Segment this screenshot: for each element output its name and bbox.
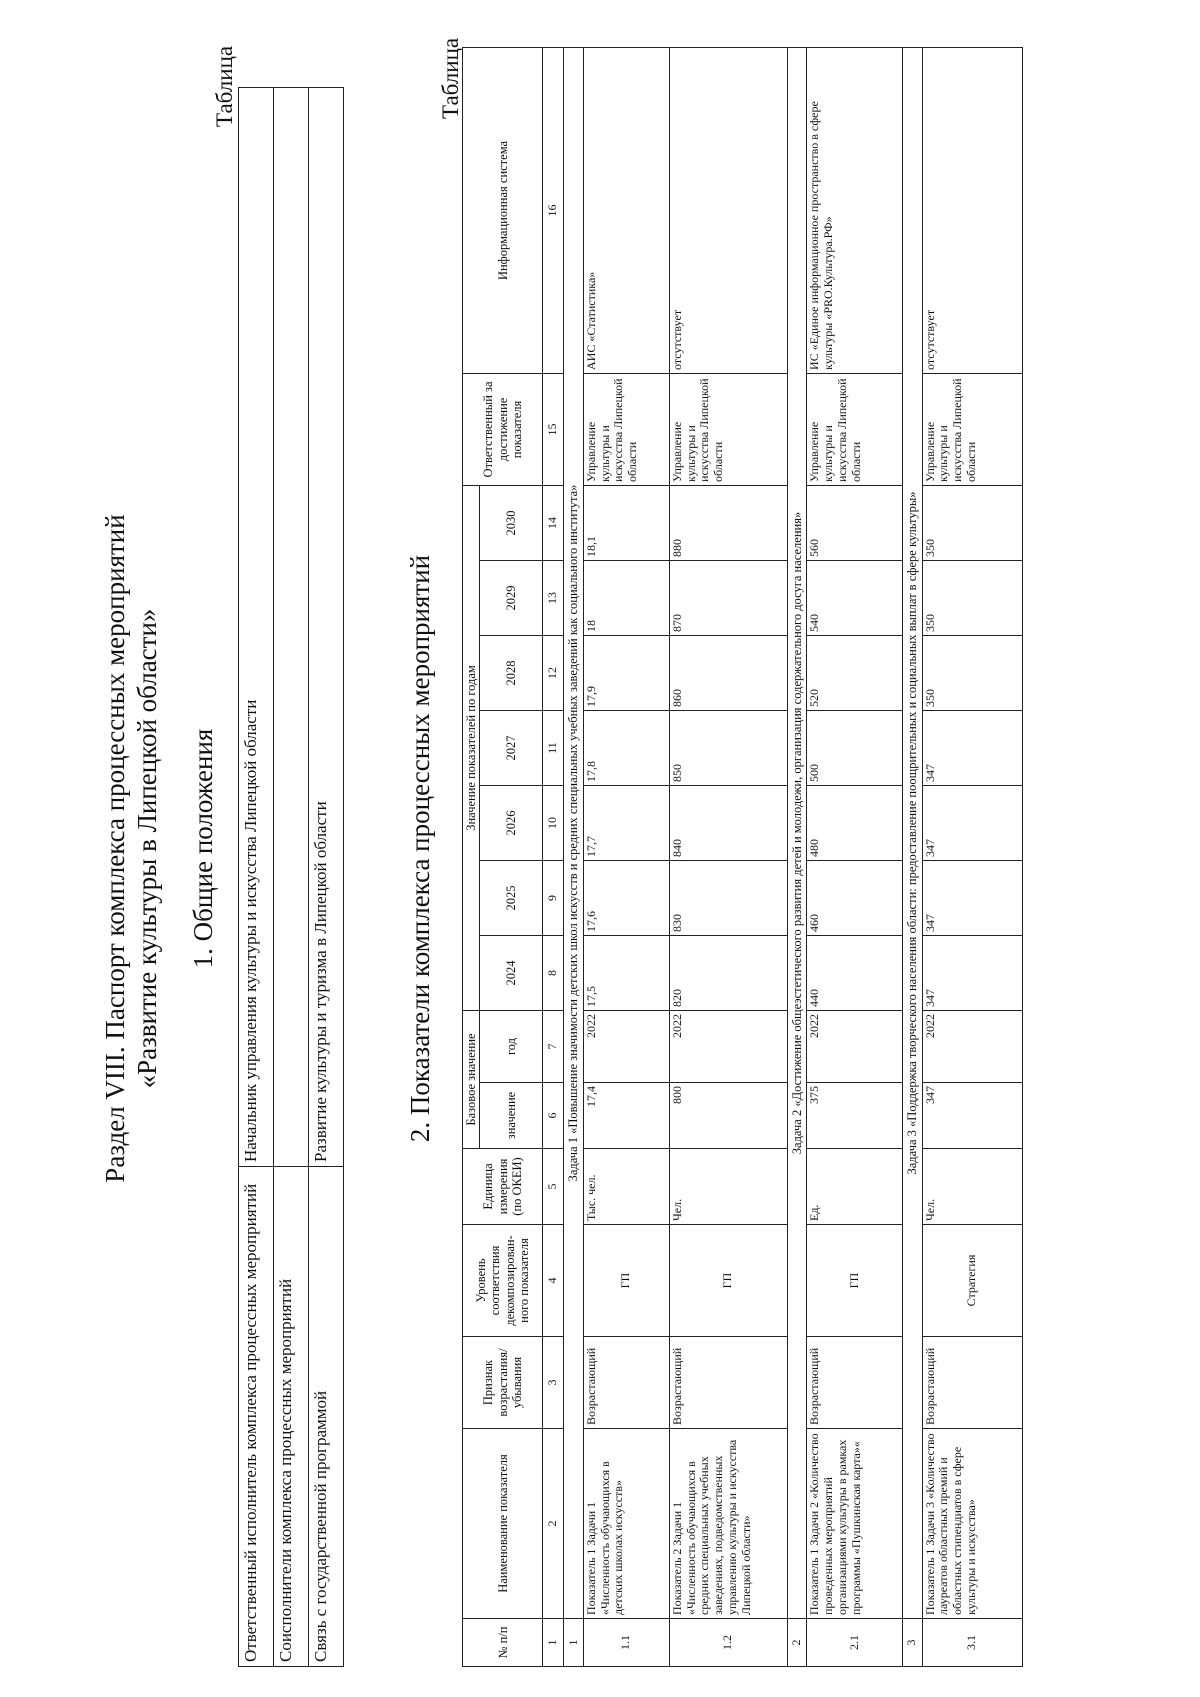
task-title: Задача 1 «Повышение значимости детских школ искусств и средних специальных учебных заведений как социального института» xyxy=(564,48,583,1619)
indicator-year-value: 850 xyxy=(669,710,787,785)
indicator-year-value: 440 xyxy=(807,935,903,1010)
indicator-year-value: 17,5 xyxy=(583,935,669,1010)
indicator-year-value: 480 xyxy=(807,785,903,860)
indicator-name: Показатель 2 Задачи 1 «Численность обучающихся в средних специальных учебных заведениях, подведомственных управлению культуры и искусства Липецкой области» xyxy=(669,1429,787,1619)
header-year: 2024 xyxy=(480,935,543,1010)
column-number: 2 xyxy=(543,1429,564,1619)
general-label: Связь с государственной программой xyxy=(309,1167,344,1667)
task-row xyxy=(787,48,806,1667)
indicator-row xyxy=(807,48,903,1667)
column-number: 6 xyxy=(543,1083,564,1149)
indicator-year-value: 560 xyxy=(807,485,903,560)
header-year: 2025 xyxy=(480,860,543,935)
indicator-year-value: 460 xyxy=(807,860,903,935)
indicator-year-value: 350 xyxy=(922,635,1022,710)
indicator-sign: Возрастающий xyxy=(583,1337,669,1429)
indicator-name: Показатель 1 Задачи 2 «Количество проведенных мероприятий организациями культуры в рамках программы «Пушкинская карта»« xyxy=(807,1429,903,1619)
indicator-year-value: 18 xyxy=(583,560,669,635)
header-year: 2030 xyxy=(480,485,543,560)
header-base-value: значение xyxy=(480,1083,543,1149)
indicator-responsible: Управление культуры и искусства Липецкой области xyxy=(583,373,669,485)
indicator-level: Стратегия xyxy=(922,1225,1022,1337)
indicator-year-value: 17,9 xyxy=(583,635,669,710)
indicator-sign: Возрастающий xyxy=(669,1337,787,1429)
column-number: 5 xyxy=(543,1149,564,1225)
general-row xyxy=(274,88,309,1667)
column-number: 11 xyxy=(543,710,564,785)
column-number: 10 xyxy=(543,785,564,860)
task-number: 2 xyxy=(787,1619,806,1667)
header-unit: Единица измерения (по ОКЕИ) xyxy=(463,1149,543,1225)
header-num: № п/п xyxy=(463,1619,543,1667)
header-year: 2029 xyxy=(480,560,543,635)
indicator-year-value: 870 xyxy=(669,560,787,635)
indicator-base-year: 2022 xyxy=(807,1010,903,1082)
header-info-system: Информационная система xyxy=(463,48,543,374)
indicator-base-value: 17,4 xyxy=(583,1083,669,1149)
column-number: 13 xyxy=(543,560,564,635)
indicator-unit: Чел. xyxy=(669,1149,787,1225)
indicator-level: ГП xyxy=(669,1225,787,1337)
indicator-year-value: 820 xyxy=(669,935,787,1010)
indicator-base-year: 2022 xyxy=(583,1010,669,1082)
indicator-info-system: отсутствует xyxy=(669,48,787,374)
task-title: Задача 2 «Достижение общеэстетического развития детей и молодежи, организация содержательного досуга населения» xyxy=(787,48,806,1619)
column-number: 15 xyxy=(543,373,564,485)
header-name: Наименование показателя xyxy=(463,1429,543,1619)
task-row xyxy=(564,48,583,1667)
indicator-info-system: отсутствует xyxy=(922,48,1022,374)
indicator-sign: Возрастающий xyxy=(922,1337,1022,1429)
section1-heading: 1. Общие положения xyxy=(188,728,218,969)
header-year: 2026 xyxy=(480,785,543,860)
column-number: 14 xyxy=(543,485,564,560)
column-number: 16 xyxy=(543,48,564,374)
task-number: 3 xyxy=(903,1619,922,1667)
indicator-base-year: 2022 xyxy=(669,1010,787,1082)
indicator-year-value: 860 xyxy=(669,635,787,710)
header-year: 2027 xyxy=(480,710,543,785)
indicator-year-value: 880 xyxy=(669,485,787,560)
indicator-responsible: Управление культуры и искусства Липецкой области xyxy=(922,373,1022,485)
section2-heading: 2. Показатели комплекса процессных мероприятий xyxy=(405,554,435,1143)
column-number: 4 xyxy=(543,1225,564,1337)
indicator-number: 2.1 xyxy=(807,1619,903,1667)
indicator-year-value: 17,8 xyxy=(583,710,669,785)
task-number: 1 xyxy=(564,1619,583,1667)
indicator-number: 1.1 xyxy=(583,1619,669,1667)
indicator-responsible: Управление культуры и искусства Липецкой области xyxy=(807,373,903,485)
indicator-row xyxy=(583,48,669,1667)
task-row xyxy=(903,48,922,1667)
indicator-number: 1.2 xyxy=(669,1619,787,1667)
header-level: Уровень соответствия декомпозирован-ного показателя xyxy=(463,1225,543,1337)
indicator-year-value: 347 xyxy=(922,860,1022,935)
indicator-number: 3.1 xyxy=(922,1619,1022,1667)
header-base: Базовое значение xyxy=(463,1010,480,1148)
general-value xyxy=(274,88,309,1167)
column-number: 9 xyxy=(543,860,564,935)
indicator-year-value: 17,6 xyxy=(583,860,669,935)
indicator-base-value: 347 xyxy=(922,1083,1022,1149)
indicator-year-value: 347 xyxy=(922,785,1022,860)
indicator-row xyxy=(922,48,1022,1667)
indicator-row xyxy=(669,48,787,1667)
header-by-years: Значение показателей по годам xyxy=(463,485,480,1010)
indicator-year-value: 500 xyxy=(807,710,903,785)
indicator-name: Показатель 1 Задачи 3 «Количество лауреатов областных премий и областных стипендиатов в сфере культуры и искусства» xyxy=(922,1429,1022,1619)
general-label: Соисполнители комплекса процессных мероприятий xyxy=(274,1167,309,1667)
indicator-info-system: ИС «Единое информационное пространство в сфере культуры «PRO.Культура.РФ» xyxy=(807,48,903,374)
column-number: 3 xyxy=(543,1337,564,1429)
column-number: 7 xyxy=(543,1010,564,1082)
header-base-year: год xyxy=(480,1010,543,1082)
column-numbers-row xyxy=(543,48,564,1667)
indicator-unit: Тыс. чел. xyxy=(583,1149,669,1225)
indicator-year-value: 830 xyxy=(669,860,787,935)
indicator-unit: Чел. xyxy=(922,1149,1022,1225)
general-label: Ответственный исполнитель комплекса процессных мероприятий xyxy=(239,1167,274,1667)
indicator-info-system: АИС «Статистика» xyxy=(583,48,669,374)
indicator-year-value: 17,7 xyxy=(583,785,669,860)
indicator-base-value: 375 xyxy=(807,1083,903,1149)
table1-label: Таблица xyxy=(212,45,237,127)
general-value: Развитие культуры и туризма в Липецкой области xyxy=(309,88,344,1167)
table2-label: Таблица xyxy=(438,37,463,119)
indicator-year-value: 520 xyxy=(807,635,903,710)
indicator-base-year: 2022 xyxy=(922,1010,1022,1082)
general-row xyxy=(309,88,344,1667)
indicator-year-value: 350 xyxy=(922,560,1022,635)
general-row xyxy=(239,88,274,1667)
indicator-level: ГП xyxy=(583,1225,669,1337)
indicator-responsible: Управление культуры и искусства Липецкой области xyxy=(669,373,787,485)
column-number: 12 xyxy=(543,635,564,710)
indicator-base-value: 800 xyxy=(669,1083,787,1149)
indicator-name: Показатель 1 Задачи 1 «Численность обучающихся в детских школах искусств» xyxy=(583,1429,669,1619)
header-responsible: Ответственный за достижение показателя xyxy=(463,373,543,485)
indicator-level: ГП xyxy=(807,1225,903,1337)
indicator-sign: Возрастающий xyxy=(807,1337,903,1429)
header-sign: Признак возрастания/ убывания xyxy=(463,1337,543,1429)
indicator-year-value: 540 xyxy=(807,560,903,635)
indicators-table xyxy=(462,47,1023,1667)
document-title-line2: «Развитие культуры в Липецкой области» xyxy=(132,608,162,1089)
column-number: 1 xyxy=(543,1619,564,1667)
indicator-year-value: 347 xyxy=(922,935,1022,1010)
column-number: 8 xyxy=(543,935,564,1010)
indicator-year-value: 350 xyxy=(922,485,1022,560)
indicator-unit: Ед. xyxy=(807,1149,903,1225)
document-title-line1: Раздел VIII. Паспорт комплекса процессных мероприятий xyxy=(100,514,130,1183)
indicator-year-value: 347 xyxy=(922,710,1022,785)
indicator-year-value: 18,1 xyxy=(583,485,669,560)
header-year: 2028 xyxy=(480,635,543,710)
general-value: Начальник управления культуры и искусства Липецкой области xyxy=(239,88,274,1167)
task-title: Задача 3 «Поддержка творческого населения области: предоставление поощрительных и социальных выплат в сфере культуры» xyxy=(903,48,922,1619)
general-provisions-table xyxy=(238,87,344,1667)
indicator-year-value: 840 xyxy=(669,785,787,860)
